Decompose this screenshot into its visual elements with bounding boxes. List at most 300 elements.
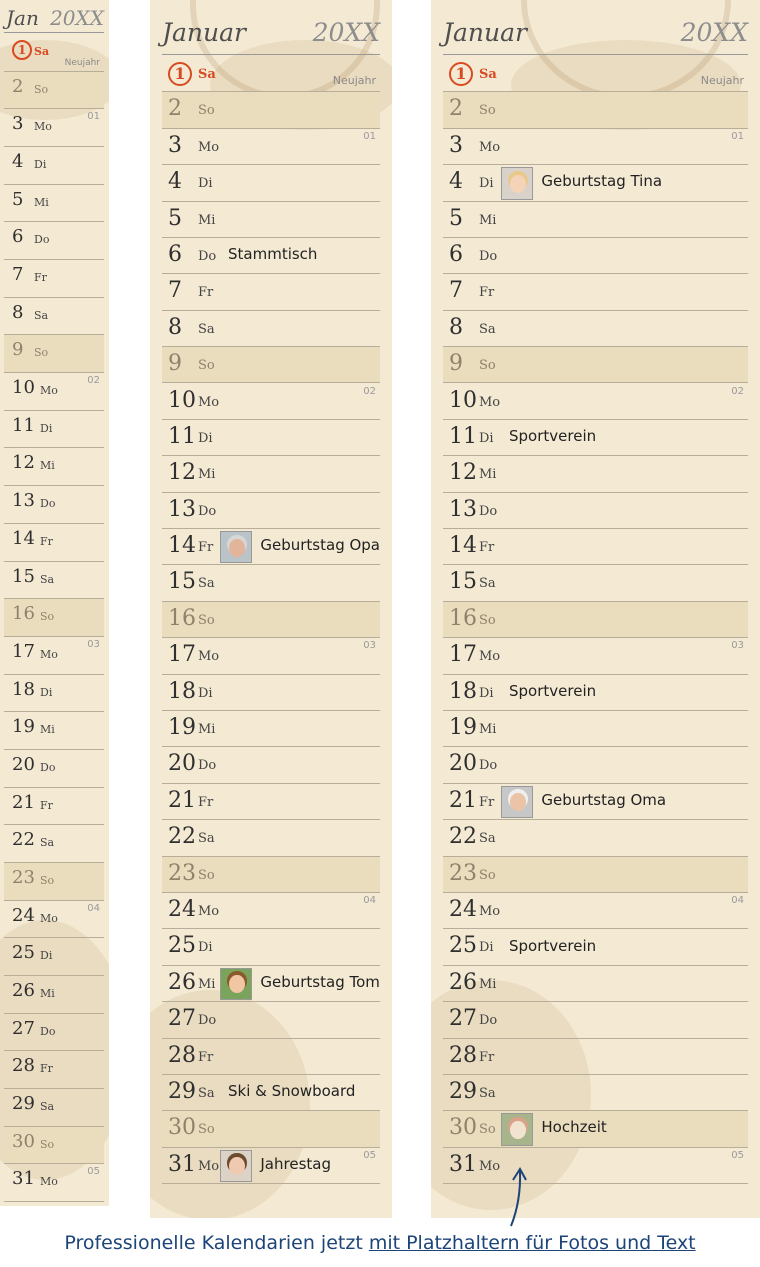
day-row xyxy=(443,602,748,638)
day-row xyxy=(443,384,748,420)
day-row xyxy=(162,493,380,529)
day-row xyxy=(443,784,748,820)
weekday-label: So xyxy=(34,82,49,96)
week-number: 05 xyxy=(87,1166,100,1178)
weekday-label: Sa xyxy=(479,321,496,337)
day-number: 17 xyxy=(168,642,196,668)
day-row xyxy=(4,147,104,185)
calendar-strip-medium xyxy=(150,0,392,1218)
day-row xyxy=(4,1014,104,1052)
day-number: 4 xyxy=(12,151,24,173)
weekday-label: Fr xyxy=(198,1049,214,1065)
day-row xyxy=(162,675,380,711)
weekday-label: Do xyxy=(198,1013,217,1029)
event-label[interactable]: Sportverein xyxy=(509,427,597,446)
week-number: 03 xyxy=(87,638,100,650)
weekday-label: Di xyxy=(479,430,494,446)
day-row xyxy=(4,788,104,826)
day-row xyxy=(162,202,380,238)
weekday-label: So xyxy=(198,1122,215,1138)
weekday-label: Fr xyxy=(40,1062,53,1076)
day-number: 29 xyxy=(168,1078,196,1104)
weekday-label: Di xyxy=(40,421,53,435)
weekday-label: Sa xyxy=(479,576,496,592)
day-number: 28 xyxy=(12,1055,35,1077)
couple-photo xyxy=(220,1150,252,1182)
day-row xyxy=(4,373,104,411)
day-row xyxy=(4,185,104,223)
week-number: 04 xyxy=(731,894,744,906)
weekday-label: Mi xyxy=(198,212,216,228)
strip-header xyxy=(443,18,748,50)
weekday-label: Mi xyxy=(40,459,55,473)
weekday-label: Di xyxy=(198,430,213,446)
day-row xyxy=(162,238,380,274)
day-row xyxy=(162,56,380,92)
day-row xyxy=(443,347,748,383)
day-number: 16 xyxy=(449,605,477,631)
day-number: 7 xyxy=(12,264,24,286)
today-circle-icon: 1 xyxy=(168,62,192,86)
day-row xyxy=(443,675,748,711)
day-row xyxy=(443,274,748,310)
day-row xyxy=(4,637,104,675)
day-number xyxy=(12,38,32,60)
boy-photo xyxy=(220,968,252,1000)
holiday-label: Neujahr xyxy=(332,74,376,87)
day-number: 31 xyxy=(168,1151,196,1177)
weekday-label: Do xyxy=(479,758,498,774)
today-circle-icon: 1 xyxy=(12,40,32,60)
day-row xyxy=(443,165,748,201)
weekday-label: Di xyxy=(40,949,53,963)
weekday-label: So xyxy=(479,103,496,119)
weekday-label: Sa xyxy=(40,836,55,850)
weekday-label: Di xyxy=(479,176,494,192)
weekday-label: Fr xyxy=(40,534,53,548)
day-number: 22 xyxy=(168,824,196,850)
weekday-label: Do xyxy=(198,248,217,264)
day-number: 24 xyxy=(449,896,477,922)
week-number: 03 xyxy=(731,640,744,652)
day-number: 17 xyxy=(449,642,477,668)
day-list xyxy=(4,34,104,1202)
senior-woman-photo xyxy=(501,786,533,818)
holiday-label: Neujahr xyxy=(64,58,100,68)
weekday-label: Sa xyxy=(198,321,215,337)
day-number: 10 xyxy=(168,387,196,413)
day-number: 8 xyxy=(168,314,182,340)
day-number: 24 xyxy=(168,896,196,922)
day-row xyxy=(162,420,380,456)
day-row xyxy=(443,820,748,856)
day-row xyxy=(162,966,380,1002)
day-number: 11 xyxy=(449,423,477,449)
day-number: 10 xyxy=(449,387,477,413)
day-number: 28 xyxy=(449,1042,477,1068)
weekday-label: Mo xyxy=(40,647,58,661)
weekday-label: So xyxy=(479,867,496,883)
weekday-label: So xyxy=(198,103,215,119)
day-row xyxy=(4,486,104,524)
weekday-label: Mo xyxy=(479,903,501,919)
day-number xyxy=(168,60,192,86)
day-row xyxy=(162,129,380,165)
day-row xyxy=(162,1039,380,1075)
day-number: 27 xyxy=(12,1017,35,1039)
day-row xyxy=(443,311,748,347)
day-number: 8 xyxy=(12,301,24,323)
day-row xyxy=(162,711,380,747)
weekday-label: Sa xyxy=(479,67,497,82)
day-number: 12 xyxy=(168,460,196,486)
weekday-label: Mo xyxy=(198,649,220,665)
day-row xyxy=(162,784,380,820)
day-row xyxy=(162,456,380,492)
day-number: 23 xyxy=(449,860,477,886)
day-number: 3 xyxy=(449,132,463,158)
day-row xyxy=(4,1051,104,1089)
day-number: 3 xyxy=(168,132,182,158)
day-list xyxy=(443,56,748,1184)
day-row xyxy=(4,34,104,72)
weekday-label: Do xyxy=(40,1024,56,1038)
day-number: 21 xyxy=(449,787,477,813)
event-label[interactable]: Geburtstag Tom xyxy=(260,972,380,991)
year-label: 20XX xyxy=(50,6,104,30)
day-row xyxy=(443,493,748,529)
day-number: 8 xyxy=(449,314,463,340)
senior-man-photo xyxy=(220,531,252,563)
day-number: 14 xyxy=(449,533,477,559)
week-number: 01 xyxy=(731,130,744,142)
day-row xyxy=(162,565,380,601)
weekday-label: Sa xyxy=(198,831,215,847)
day-row xyxy=(4,1089,104,1127)
month-label: Jan xyxy=(6,6,39,30)
day-row xyxy=(162,92,380,128)
weekday-label: Di xyxy=(479,685,494,701)
weekday-label: Fr xyxy=(198,540,214,556)
weekday-label: Fr xyxy=(479,540,495,556)
week-number: 05 xyxy=(731,1149,744,1161)
week-number: 02 xyxy=(87,375,100,387)
event-label[interactable]: Geburtstag Oma xyxy=(541,790,667,809)
weekday-label: Do xyxy=(198,503,217,519)
weekday-label: Mo xyxy=(40,1175,58,1189)
day-row xyxy=(443,893,748,929)
day-row xyxy=(443,711,748,747)
event-label[interactable]: Stammtisch xyxy=(228,245,318,264)
weekday-label: Mo xyxy=(198,394,220,410)
day-row xyxy=(162,1075,380,1111)
day-number xyxy=(449,60,473,86)
day-row xyxy=(162,311,380,347)
week-number: 01 xyxy=(87,111,100,123)
day-row xyxy=(4,72,104,110)
day-row xyxy=(443,202,748,238)
weekday-label: Mi xyxy=(34,195,49,209)
day-number: 12 xyxy=(12,452,35,474)
week-number: 02 xyxy=(731,385,744,397)
day-row xyxy=(4,750,104,788)
day-row xyxy=(443,420,748,456)
strip-header xyxy=(162,18,380,50)
day-row xyxy=(443,56,748,92)
weekday-label: Mo xyxy=(198,1158,220,1174)
weekday-label: Do xyxy=(479,503,498,519)
event-label[interactable]: Hochzeit xyxy=(541,1118,607,1137)
day-number: 16 xyxy=(12,603,35,625)
day-number: 29 xyxy=(449,1078,477,1104)
weekday-label: Sa xyxy=(479,1085,496,1101)
weekday-label: Fr xyxy=(479,1049,495,1065)
day-row xyxy=(162,929,380,965)
pointer-arrow-icon xyxy=(503,1166,533,1228)
day-row xyxy=(4,1164,104,1202)
week-number: 04 xyxy=(87,902,100,914)
day-row xyxy=(4,825,104,863)
day-number: 15 xyxy=(168,569,196,595)
day-number: 19 xyxy=(449,715,477,741)
weekday-label: Mi xyxy=(479,722,497,738)
day-number: 30 xyxy=(449,1115,477,1141)
weekday-label: Di xyxy=(198,176,213,192)
weekday-label: Di xyxy=(40,685,53,699)
day-row xyxy=(4,562,104,600)
day-number: 7 xyxy=(168,278,182,304)
weekday-label: Mo xyxy=(198,903,220,919)
day-number: 5 xyxy=(12,188,24,210)
weekday-label: Mo xyxy=(479,139,501,155)
day-number: 21 xyxy=(168,787,196,813)
day-row xyxy=(4,976,104,1014)
day-row xyxy=(443,1002,748,1038)
strip-header xyxy=(6,6,104,32)
weekday-label: Mi xyxy=(198,976,216,992)
day-number: 4 xyxy=(168,169,182,195)
day-number: 23 xyxy=(12,866,35,888)
day-row xyxy=(443,1075,748,1111)
day-number: 22 xyxy=(449,824,477,850)
day-row xyxy=(443,529,748,565)
day-number: 15 xyxy=(449,569,477,595)
weekday-label: So xyxy=(198,612,215,628)
event-label[interactable]: Jahrestag xyxy=(260,1154,331,1173)
day-row xyxy=(4,675,104,713)
day-number: 13 xyxy=(168,496,196,522)
day-number: 10 xyxy=(12,377,35,399)
day-number: 18 xyxy=(12,678,35,700)
day-row xyxy=(443,92,748,128)
event-label[interactable]: Geburtstag Tina xyxy=(541,172,663,191)
day-number: 2 xyxy=(12,75,24,97)
weekday-label: Di xyxy=(34,158,47,172)
weekday-label: Mi xyxy=(479,467,497,483)
day-row xyxy=(162,384,380,420)
weekday-label: Di xyxy=(198,940,213,956)
day-number: 13 xyxy=(449,496,477,522)
weekday-label: Mo xyxy=(479,649,501,665)
event-label[interactable]: Geburtstag Opa xyxy=(260,536,381,555)
day-row xyxy=(4,448,104,486)
day-number: 19 xyxy=(12,716,35,738)
calendar-strip-narrow xyxy=(0,0,109,1206)
week-number: 04 xyxy=(363,894,376,906)
day-number: 30 xyxy=(12,1130,35,1152)
weekday-label: Fr xyxy=(40,798,53,812)
caption-text: Professionelle Kalendarien jetzt xyxy=(64,1232,369,1254)
day-row xyxy=(162,638,380,674)
weekday-label: Sa xyxy=(198,67,216,82)
day-row xyxy=(162,165,380,201)
day-row xyxy=(162,747,380,783)
weekday-label: Do xyxy=(40,497,56,511)
day-row xyxy=(4,938,104,976)
day-number: 28 xyxy=(168,1042,196,1068)
weekday-label: Sa xyxy=(40,572,55,586)
day-row xyxy=(443,129,748,165)
day-row xyxy=(4,335,104,373)
weekday-label: So xyxy=(40,610,55,624)
weekday-label: Mi xyxy=(40,987,55,1000)
day-row xyxy=(4,599,104,637)
day-row xyxy=(162,529,380,565)
weekday-label: So xyxy=(198,867,215,883)
weekday-label: So xyxy=(40,1137,55,1151)
weekday-label: Mi xyxy=(198,467,216,483)
wedding-bouquet-photo xyxy=(501,1113,533,1145)
weekday-label: So xyxy=(479,612,496,628)
day-row xyxy=(443,929,748,965)
day-number: 3 xyxy=(12,113,24,135)
year-label: 20XX xyxy=(312,18,380,47)
day-row xyxy=(443,238,748,274)
weekday-label: Di xyxy=(198,685,213,701)
day-number: 17 xyxy=(12,640,35,662)
weekday-label: Fr xyxy=(198,794,214,810)
weekday-label: So xyxy=(479,358,496,374)
weekday-label: Mi xyxy=(198,722,216,738)
day-number: 12 xyxy=(449,460,477,486)
day-row xyxy=(162,1002,380,1038)
week-number: 01 xyxy=(363,130,376,142)
weekday-label: Do xyxy=(479,248,498,264)
day-row xyxy=(162,820,380,856)
day-number: 29 xyxy=(12,1093,35,1115)
day-number: 9 xyxy=(12,339,24,361)
day-row xyxy=(443,456,748,492)
day-number: 13 xyxy=(12,490,35,512)
day-row xyxy=(4,411,104,449)
event-label[interactable]: Sportverein xyxy=(509,936,597,955)
weekday-label: Mi xyxy=(479,976,497,992)
weekday-label: Do xyxy=(40,760,56,774)
weekday-label: Mi xyxy=(479,212,497,228)
weekday-label: So xyxy=(34,346,49,360)
weekday-label: Sa xyxy=(40,1100,55,1114)
day-number: 27 xyxy=(168,1006,196,1032)
weekday-label: Fr xyxy=(34,271,47,285)
day-row xyxy=(443,638,748,674)
day-row xyxy=(443,857,748,893)
caption xyxy=(0,1232,760,1254)
weekday-label: So xyxy=(40,873,55,887)
weekday-label: Mo xyxy=(198,139,220,155)
baby-photo xyxy=(501,167,533,199)
day-number: 5 xyxy=(168,205,182,231)
day-row xyxy=(162,274,380,310)
day-number: 20 xyxy=(168,751,196,777)
day-number: 11 xyxy=(168,423,196,449)
today-circle-icon: 1 xyxy=(449,62,473,86)
weekday-label: Sa xyxy=(479,831,496,847)
day-row xyxy=(162,857,380,893)
day-row xyxy=(4,260,104,298)
day-number: 26 xyxy=(449,969,477,995)
calendar-strip-wide xyxy=(431,0,760,1218)
day-number: 6 xyxy=(168,241,182,267)
day-number: 20 xyxy=(12,753,35,775)
weekday-label: Fr xyxy=(198,285,214,301)
day-number: 18 xyxy=(449,678,477,704)
day-list xyxy=(162,56,380,1184)
day-row xyxy=(162,602,380,638)
event-label[interactable]: Sportverein xyxy=(509,681,597,700)
day-number: 31 xyxy=(12,1168,35,1190)
day-row xyxy=(4,222,104,260)
weekday-label: Mo xyxy=(40,911,58,925)
day-row xyxy=(4,109,104,147)
day-number: 24 xyxy=(12,904,35,926)
day-number: 11 xyxy=(12,414,35,436)
day-row xyxy=(443,747,748,783)
day-row xyxy=(162,893,380,929)
day-number: 4 xyxy=(449,169,463,195)
day-number: 19 xyxy=(168,715,196,741)
weekday-label: Sa xyxy=(198,576,215,592)
weekday-label: So xyxy=(479,1122,496,1138)
weekday-label: Fr xyxy=(479,285,495,301)
caption-link[interactable]: mit Platzhaltern für Fotos und Text xyxy=(368,1232,696,1254)
weekday-label: Mo xyxy=(34,120,52,134)
weekday-label: Mo xyxy=(479,394,501,410)
day-row xyxy=(443,1111,748,1147)
day-row xyxy=(443,1039,748,1075)
week-number: 02 xyxy=(363,385,376,397)
day-number: 20 xyxy=(449,751,477,777)
day-row xyxy=(4,712,104,750)
weekday-label: Mo xyxy=(40,384,58,398)
day-row xyxy=(4,901,104,939)
day-number: 22 xyxy=(12,829,35,851)
day-row xyxy=(443,565,748,601)
weekday-label: Di xyxy=(479,940,494,956)
day-number: 31 xyxy=(449,1151,477,1177)
month-label: Januar xyxy=(162,18,246,47)
day-number: 30 xyxy=(168,1115,196,1141)
weekday-label: Mo xyxy=(479,1158,501,1174)
day-number: 26 xyxy=(168,969,196,995)
event-label[interactable]: Ski & Snowboard xyxy=(228,1082,356,1101)
day-number: 2 xyxy=(168,96,182,122)
day-number: 2 xyxy=(449,96,463,122)
day-number: 21 xyxy=(12,791,35,813)
day-row xyxy=(4,1127,104,1165)
day-number: 14 xyxy=(168,533,196,559)
weekday-label: Mi xyxy=(40,723,55,737)
day-row xyxy=(443,966,748,1002)
